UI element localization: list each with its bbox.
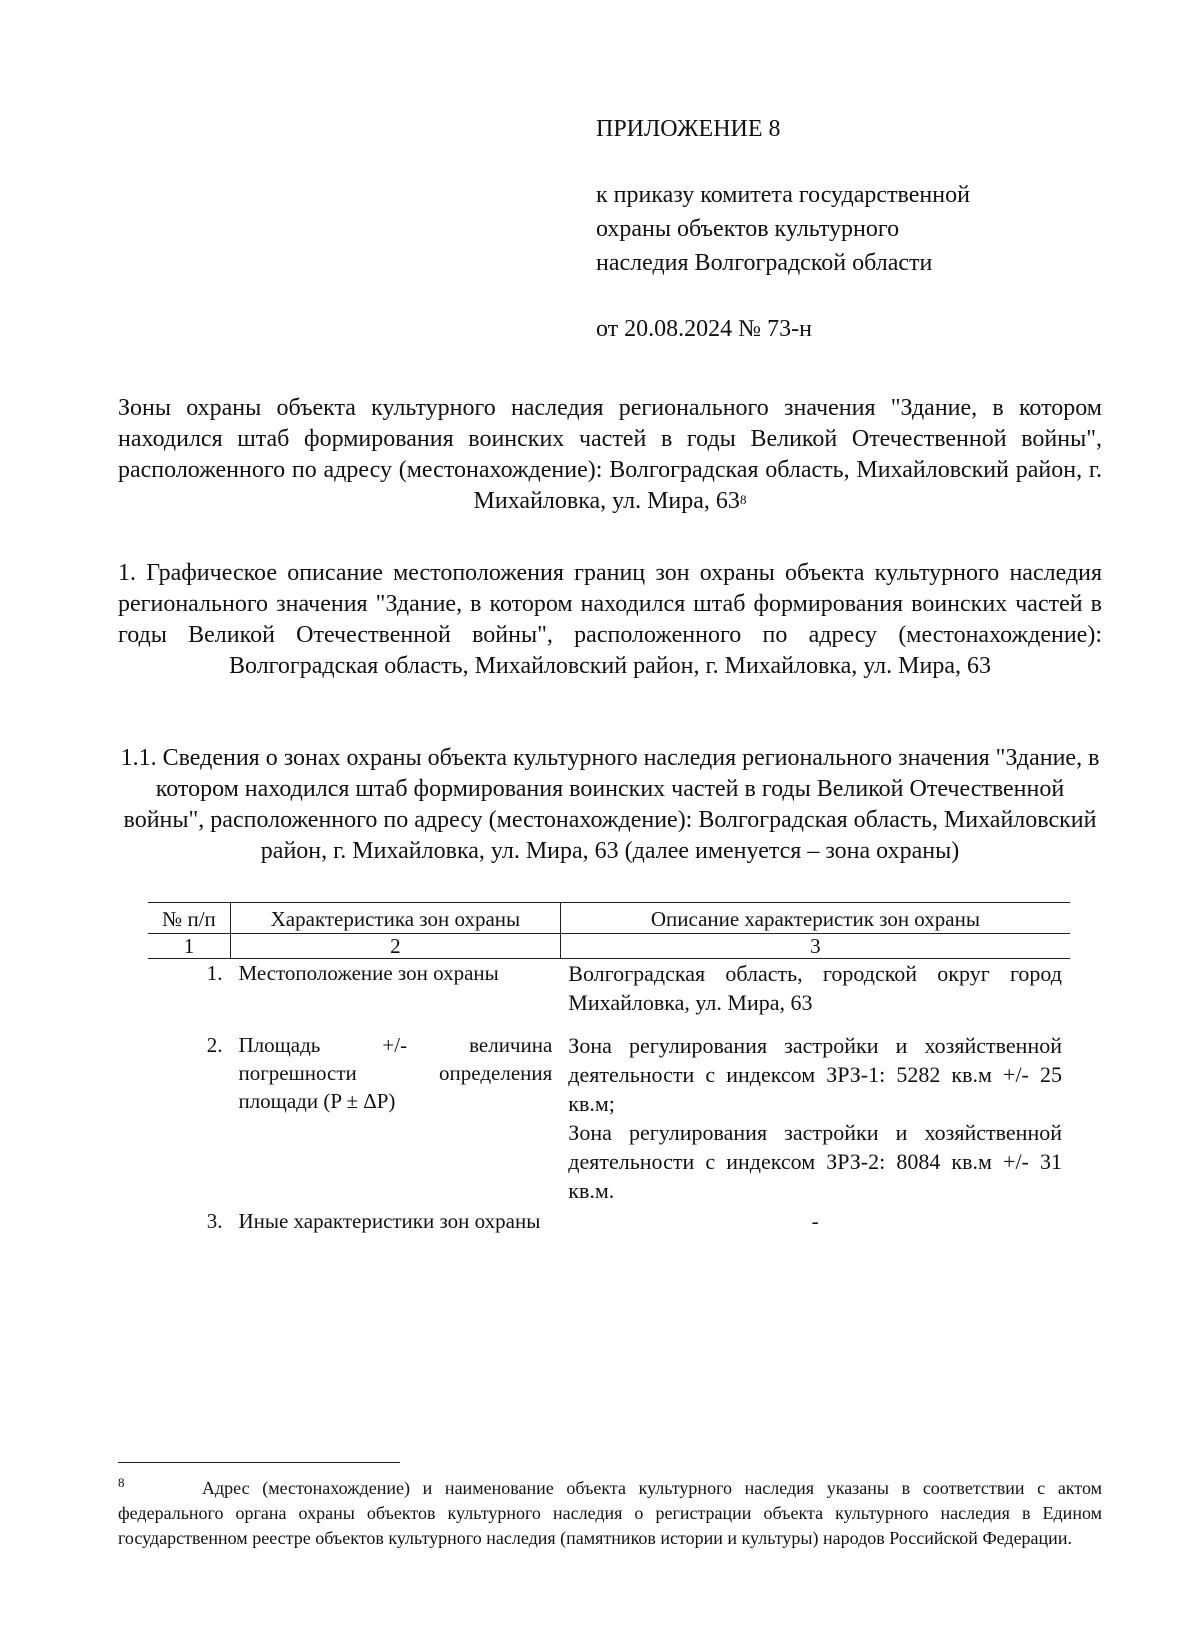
zone-zrz-2-area: Зона регулирования застройки и хозяйственной деятельности с индексом ЗРЗ-2: 8084 кв.м +/- 31 кв.м. xyxy=(568,1120,1062,1203)
row-number: 2. xyxy=(206,1033,223,1057)
appendix-date: от 20.08.2024 № 73-н xyxy=(596,316,812,342)
table-row xyxy=(148,959,1070,1032)
column-number-2: 2 xyxy=(230,934,560,959)
header-description: Описание характеристик зон охраны xyxy=(560,903,1070,934)
appendix-line-3: наследия Волгоградской области xyxy=(596,250,933,276)
footnote-divider xyxy=(118,1462,400,1463)
subsection-1-1-heading: 1.1. Сведения о зонах охраны объекта культурного наследия регионального значения "Здание, в котором находился штаб формирования воинских частей в годы Великой Отечественной войны", расположенного по адресу (местонахождение): Волгоградская область, Михайловский район, г. Михайловка, ул. Мира, 63 (далее именуется – зона охраны) xyxy=(120,745,1100,864)
column-number-1: 1 xyxy=(148,934,230,959)
zone-zrz-1-area: Зона регулирования застройки и хозяйственной деятельности с индексом ЗРЗ-1: 5282 кв.м +/- 25 кв.м; xyxy=(568,1033,1062,1116)
footnote-mark: 8 xyxy=(739,492,747,507)
table-column-numbers-row xyxy=(148,934,1070,959)
row-description xyxy=(560,1031,1070,1207)
row-number: 3. xyxy=(206,1209,223,1233)
footnote-number xyxy=(118,1470,202,1501)
appendix-line-2: охраны объектов культурного xyxy=(596,216,900,242)
table-row xyxy=(148,1207,1070,1267)
footnote-text: Адрес (местонахождение) и наименование объекта культурного наследия указаны в соответствии с актом федерального органа охраны объектов культурного наследия о регистрации объекта культурного наследия в Едином государственном реестре объектов культурного наследия (памятников истории и культуры) народов Российской Федерации. xyxy=(118,1478,1102,1548)
row-number: 1. xyxy=(206,961,223,985)
document-heading xyxy=(118,393,1102,517)
document-heading-text: Зоны охраны объекта культурного наследия регионального значения "Здание, в котором находился штаб формирования воинских частей в годы Великой Отечественной войны", расположенного по адресу (местонахождение): Волгоградская область, Михайловский район, г. Михайловка, ул. Мира, 63 xyxy=(118,395,1102,514)
row-characteristic: Площадь +/- величина погрешности определения площади (P ± ΔP) xyxy=(238,1033,553,1113)
column-number-3: 3 xyxy=(560,934,1070,959)
row-description: Волгоградская область, городской округ город Михайловка, ул. Мира, 63 xyxy=(568,961,1062,1015)
section-1-heading: 1. Графическое описание местоположения границ зон охраны объекта культурного наследия регионального значения "Здание, в котором находился штаб формирования воинских частей в годы Великой Отечественной войны", расположенного по адресу (местонахождение): Волгоградская область, Михайловский район, г. Михайловка, ул. Мира, 63 xyxy=(118,560,1102,679)
row-characteristic: Иные характеристики зон охраны xyxy=(238,1209,541,1233)
appendix-line-1: к приказу комитета государственной xyxy=(596,182,970,208)
row-description: - xyxy=(811,1209,819,1233)
appendix-title: ПРИЛОЖЕНИЕ 8 xyxy=(596,116,781,142)
table-header-row xyxy=(148,903,1070,934)
footnote-number-mark: 8 xyxy=(118,1475,125,1490)
footnote xyxy=(118,1470,1102,1551)
row-characteristic: Местоположение зон охраны xyxy=(238,961,499,985)
header-characteristic: Характеристика зон охраны xyxy=(230,903,560,934)
header-num: № п/п xyxy=(148,903,230,934)
table-row xyxy=(148,1031,1070,1207)
appendix-block xyxy=(596,112,1102,346)
zones-table xyxy=(148,902,1070,1267)
